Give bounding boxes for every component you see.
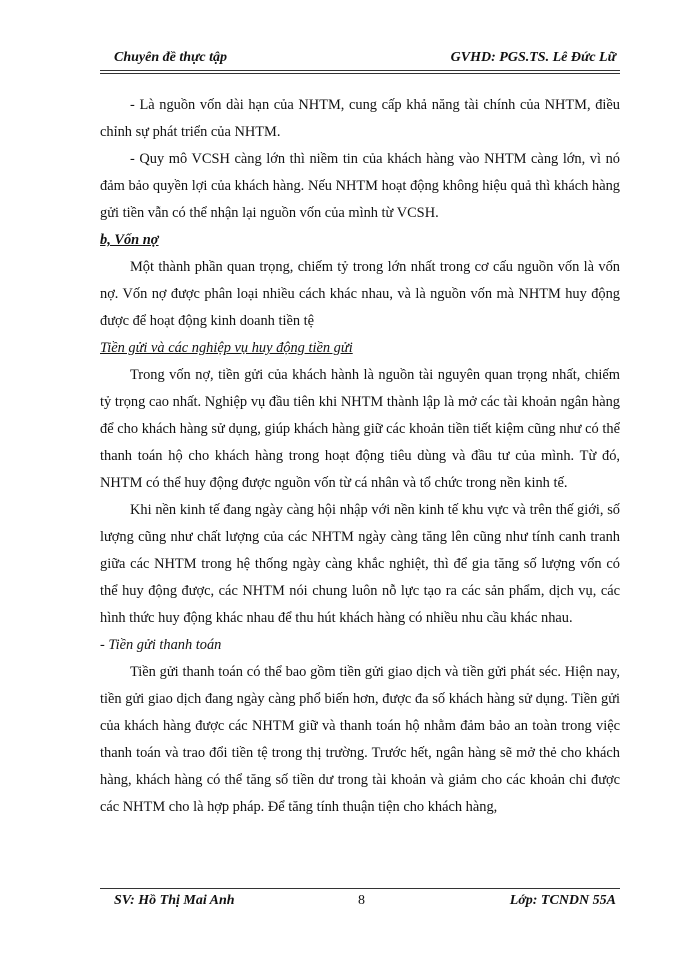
page-footer	[100, 893, 620, 915]
header-document-title: Chuyên đề thực tập	[114, 50, 228, 65]
subsection-heading: Tiền gửi và các nghiệp vụ huy động tiền gửi	[100, 340, 353, 356]
paragraph-2: - Quy mô VCSH càng lớn thì niềm tin của khách hàng vào NHTM càng lớn, vì nó đảm bảo quyền lợi của khách hàng. Nếu NHTM hoạt động không hiệu quả thì khách hàng gửi tiền vẫn có thể nhận lại nguồn vốn của mình từ VCSH.	[100, 151, 620, 221]
document-body	[100, 92, 620, 821]
header-divider	[100, 70, 620, 74]
footer-divider	[100, 888, 620, 889]
page-header	[100, 48, 620, 70]
paragraph-3: Một thành phần quan trọng, chiếm tỷ trong lớn nhất trong cơ cấu nguồn vốn là vốn nợ. Vốn nợ được phân loại nhiều cách khác nhau, và là nguồn vốn mà NHTM huy động được để hoạt động kinh doanh tiền tệ	[100, 259, 620, 329]
paragraph-5: Khi nền kinh tế đang ngày càng hội nhập với nền kinh tế khu vực và trên thế giới, số lượng cũng như chất lượng của các NHTM ngày càng tăng lên cũng như tính canh tranh giữa các NHTM trong hệ thống ngày càng khắc nghiệt, thì để gia tăng số lượng vốn có thể huy động được, các NHTM nói chung luôn nỗ lực tạo ra các sản phẩm, dịch vụ, các hình thức huy động khác nhau để thu hút khách hàng có nhiều nhu cầu khác nhau.	[100, 502, 620, 626]
item-heading: - Tiền gửi thanh toán	[100, 637, 222, 653]
paragraph-1: - Là nguồn vốn dài hạn của NHTM, cung cấp khả năng tài chính của NHTM, điều chỉnh sự phát triển của NHTM.	[100, 97, 620, 140]
header-supervisor: GVHD: PGS.TS. Lê Đức Lữ	[450, 50, 616, 65]
footer-class: Lớp: TCNDN 55A	[509, 893, 616, 908]
section-heading-b: b, Vốn nợ	[100, 232, 159, 248]
page-number: 8	[358, 893, 365, 908]
paragraph-6: Tiền gửi thanh toán có thể bao gồm tiền gửi giao dịch và tiền gửi phát séc. Hiện nay, tiền gửi giao dịch đang ngày càng phổ biến hơn, được đa số khách hàng sử dụng. Tiền gửi của khách hàng được các NHTM giữ và thanh toán hộ nhằm đảm bảo an toàn trong việc thanh toán và trao đổi tiền tệ trong thị trường. Trước hết, ngân hàng sẽ mở thẻ cho khách hàng, khách hàng có thể tăng số tiền dư trong tài khoản và giảm cho các khoản chi được các NHTM cho là hợp pháp. Để tăng tính thuận tiện cho khách hàng,	[100, 664, 620, 815]
paragraph-4: Trong vốn nợ, tiền gửi của khách hành là nguồn tài nguyên quan trọng nhất, chiếm tỷ trọng cao nhất. Nghiệp vụ đầu tiên khi NHTM thành lập là mở các tài khoản ngân hàng để cho khách hàng sử dụng, giúp khách hàng giữ các khoản tiền tiết kiệm cũng như có thể thanh toán hộ cho khách hàng trong hoạt động tiêu dùng và đầu tư của mình. Từ đó, NHTM có thể huy động được nguồn vốn từ cá nhân và tổ chức trong nền kinh tế.	[100, 367, 620, 491]
footer-student: SV: Hồ Thị Mai Anh	[114, 893, 235, 908]
